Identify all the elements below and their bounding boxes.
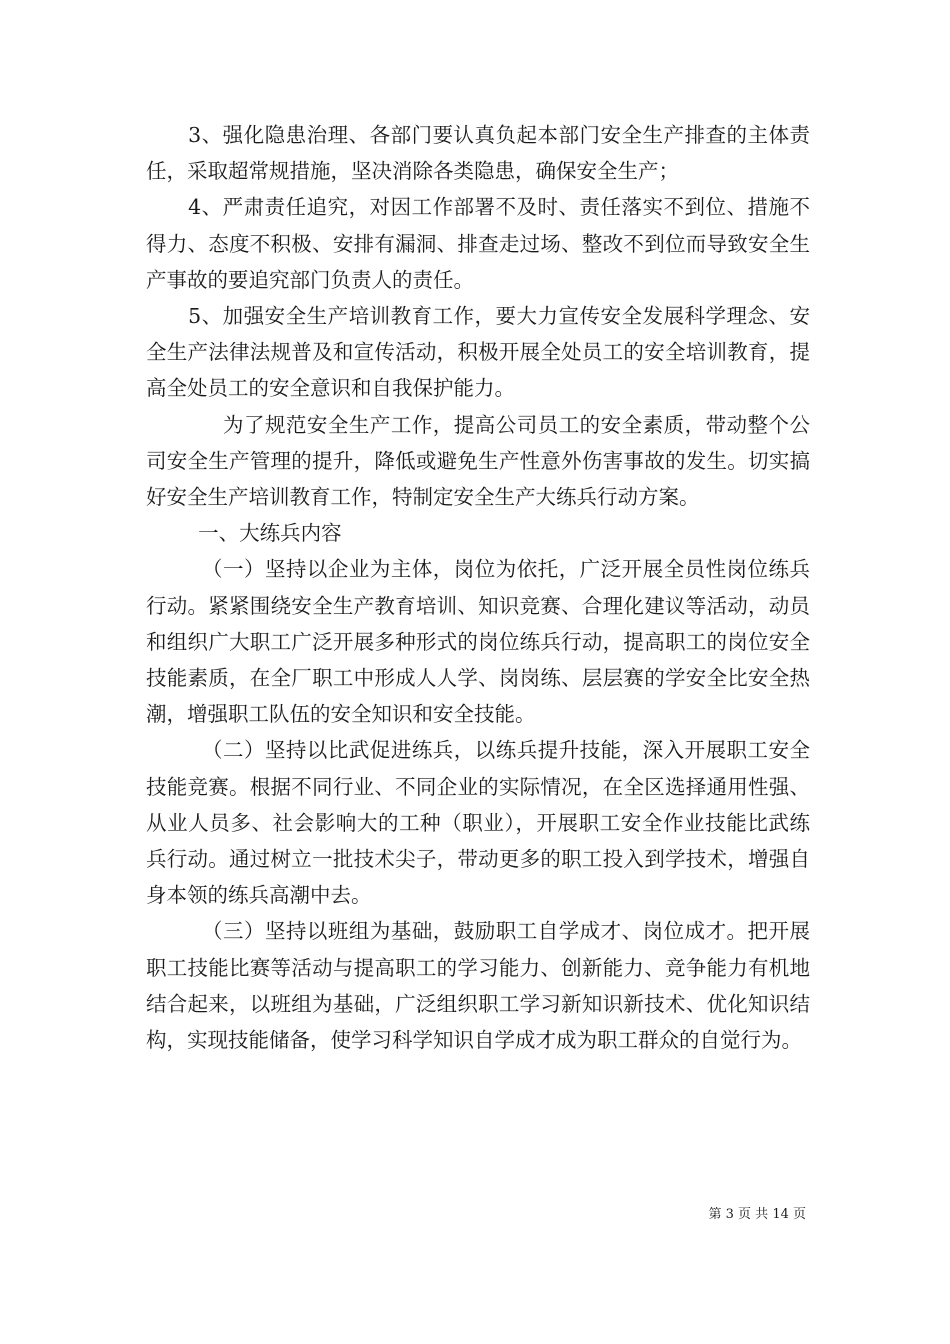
- paragraph-intro: 为了规范安全生产工作，提高公司员工的安全素质，带动整个公司安全生产管理的提升，降低或避免生产性意外伤害事故的发生。切实搞好安全生产培训教育工作，特制定安全生产大练兵行动方案。: [146, 412, 810, 510]
- paragraph-sub-3: （三）坚持以班组为基础，鼓励职工自学成才、岗位成才。把开展职工技能比赛等活动与提高职工的学习能力、创新能力、竞争能力有机地结合起来，以班组为基础，广泛组织职工学习新知识新技术、优化知识结构，实现技能储备，使学习科学知识自学成才成为职工群众的自觉行为。: [146, 919, 811, 1053]
- page-number: 第 3 页 共 14 页: [708, 1207, 806, 1222]
- paragraph-item-3: 3、强化隐患治理、各部门要认真负起本部门安全生产排查的主体责任，采取超常规措施，坚决消除各类隐患，确保安全生产；: [146, 123, 810, 184]
- paragraph-item-4: 4、严肃责任追究，对因工作部署不及时、责任落实不到位、措施不得力、态度不积极、安排有漏洞、排查走过场、整改不到位而导致安全生产事故的要追究部门负责人的责任。: [146, 195, 810, 292]
- paragraph-item-5: 5、加强安全生产培训教育工作，要大力宣传安全发展科学理念、安全生产法律法规普及和宣传活动，积极开展全处员工的安全培训教育，提高全处员工的安全意识和自我保护能力。: [146, 304, 810, 401]
- paragraph-sub-1: （一）坚持以企业为主体，岗位为依托，广泛开展全员性岗位练兵行动。紧紧围绕安全生产教育培训、知识竞赛、合理化建议等活动，动员和组织广大职工广泛开展多种形式的岗位练兵行动，提高职工的岗位安全技能素质，在全厂职工中形成人人学、岗岗练、层层赛的学安全比安全热潮，增强职工队伍的安全知识和安全技能。: [146, 557, 811, 727]
- body-text: [146, 117, 810, 1058]
- section-heading-1: 一、大练兵内容: [146, 521, 342, 546]
- paragraph-sub-2: （二）坚持以比武促进练兵，以练兵提升技能，深入开展职工安全技能竞赛。根据不同行业、不同企业的实际情况，在全区选择通用性强、从业人员多、社会影响大的工种（职业），开展职工安全作业技能比武练兵行动。通过树立一批技术尖子，带动更多的职工投入到学技术，增强自身本领的练兵高潮中去。: [146, 738, 811, 908]
